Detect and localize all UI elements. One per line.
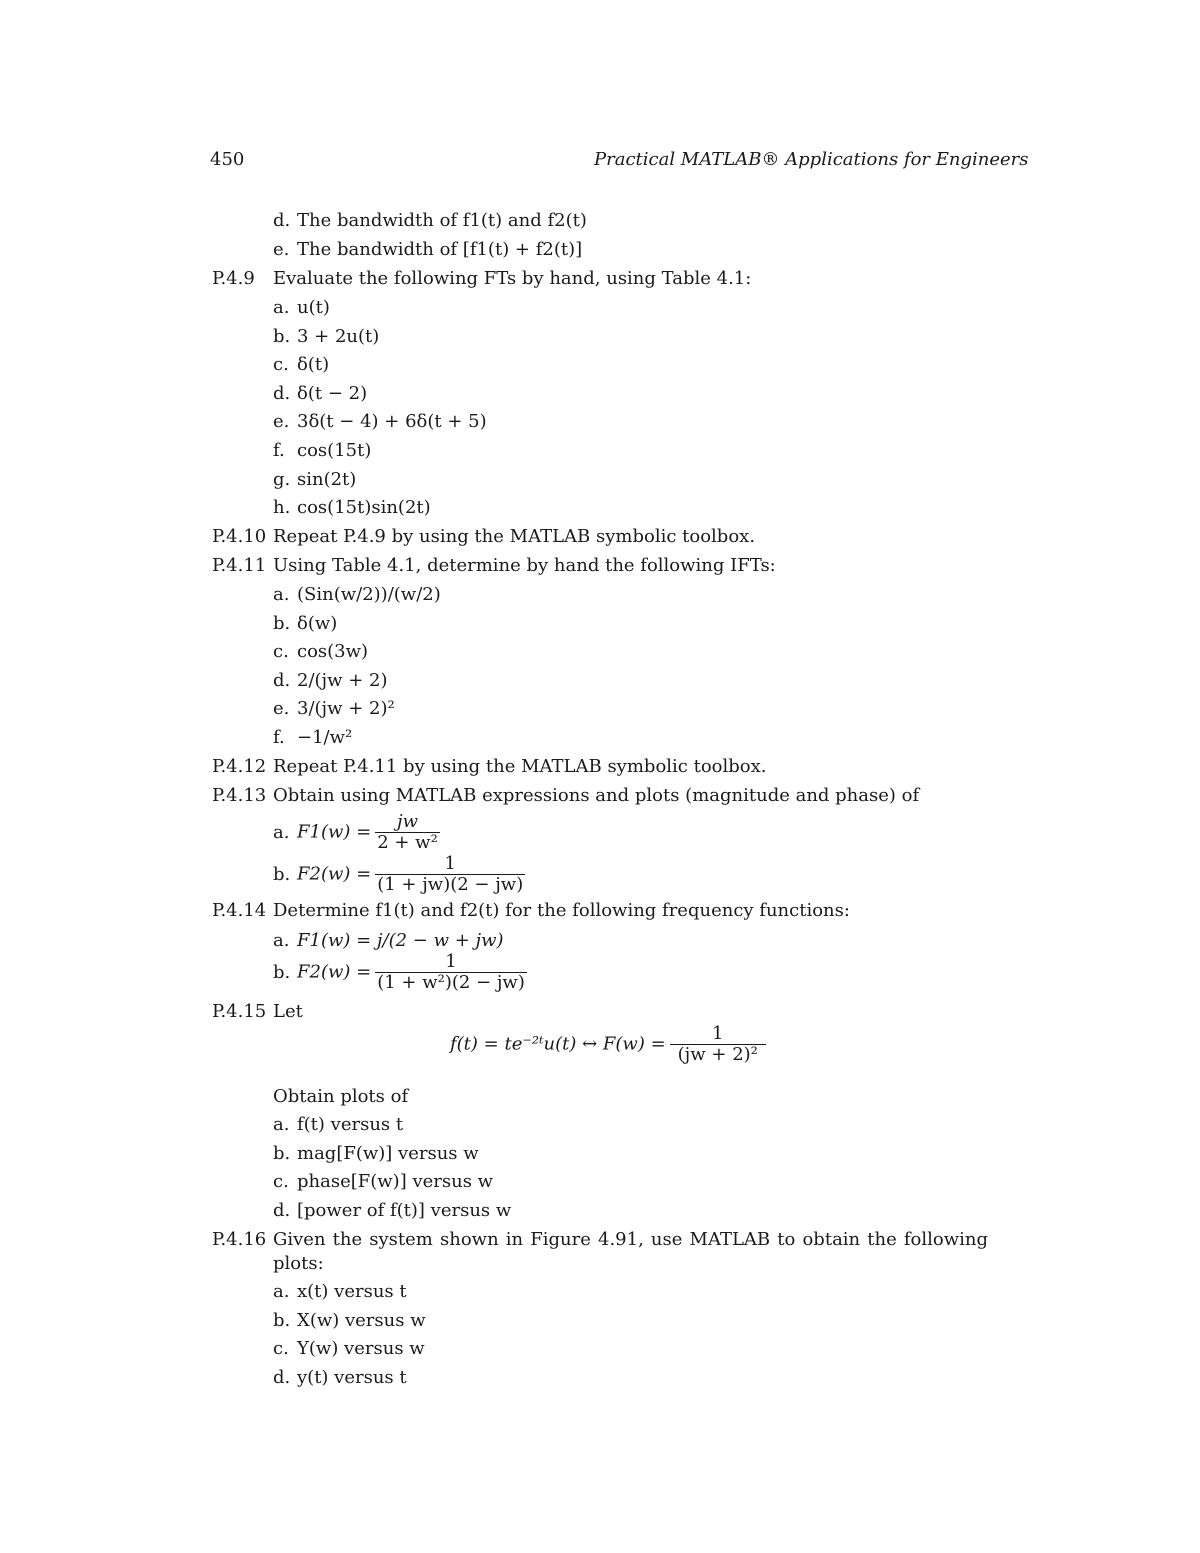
problem-text: Determine f1(t) and f2(t) for the following frequency functions: bbox=[273, 900, 850, 921]
item-label: b. bbox=[273, 863, 291, 885]
fraction bbox=[375, 854, 525, 895]
problem-text: Repeat P.4.11 by using the MATLAB symbolic toolbox. bbox=[273, 756, 767, 777]
page-number: 450 bbox=[210, 149, 245, 170]
list-item bbox=[273, 383, 367, 405]
item-text: F1(w) = j/(2 − w + jw) bbox=[297, 930, 504, 951]
item-text: [power of f(t)] versus w bbox=[297, 1199, 512, 1221]
list-item bbox=[273, 239, 582, 261]
item-label: a. bbox=[273, 821, 290, 843]
problem-text-continued: plots: bbox=[273, 1253, 324, 1274]
item-label: c. bbox=[273, 641, 289, 663]
item-label: h. bbox=[273, 497, 291, 519]
item-text: 2/(jw + 2) bbox=[297, 669, 388, 691]
item-text: δ(t) bbox=[297, 354, 330, 376]
item-text: cos(15t) bbox=[297, 440, 372, 461]
item-label: e. bbox=[273, 239, 290, 260]
item-text: 3/(jw + 2)² bbox=[297, 698, 395, 720]
item-text: phase[F(w)] versus w bbox=[297, 1171, 494, 1193]
list-item bbox=[273, 1114, 403, 1136]
problem-text: Using Table 4.1, determine by hand the following IFTs: bbox=[273, 555, 776, 576]
item-label: d. bbox=[273, 1366, 291, 1388]
item-text: f(t) versus t bbox=[297, 1114, 404, 1135]
problem-text: Obtain using MATLAB expressions and plots (magnitude and phase) of bbox=[273, 785, 920, 806]
running-head: Practical MATLAB® Applications for Engineers bbox=[594, 149, 1029, 170]
item-label: b. bbox=[273, 961, 291, 983]
item-label: d. bbox=[273, 210, 291, 231]
item-label: d. bbox=[273, 1199, 291, 1221]
problem-number: P.4.11 bbox=[212, 555, 267, 576]
problem-number: P.4.16 bbox=[212, 1229, 267, 1250]
list-item bbox=[273, 930, 504, 952]
item-label: a. bbox=[273, 930, 290, 951]
item-text: 3δ(t − 4) + 6δ(t + 5) bbox=[297, 411, 487, 433]
list-item bbox=[273, 670, 388, 692]
item-text: −1/w² bbox=[297, 727, 353, 748]
problem-number: P.4.10 bbox=[212, 526, 267, 547]
fraction-denominator: (jw + 2)² bbox=[670, 1044, 766, 1065]
fraction-denominator: 2 + w² bbox=[377, 832, 438, 853]
list-item bbox=[273, 210, 587, 232]
item-text: cos(3w) bbox=[297, 641, 369, 663]
item-text: y(t) versus t bbox=[297, 1366, 407, 1388]
problem-number: P.4.13 bbox=[212, 785, 267, 806]
item-label: b. bbox=[273, 1142, 291, 1164]
item-label: b. bbox=[273, 612, 291, 634]
item-label: a. bbox=[273, 297, 290, 318]
equation-lhs: F2(w) = bbox=[297, 863, 372, 885]
item-label: d. bbox=[273, 382, 291, 404]
fraction-numerator: 1 bbox=[445, 951, 457, 972]
list-item bbox=[273, 698, 395, 720]
item-text: cos(15t)sin(2t) bbox=[297, 497, 431, 519]
fraction-numerator: 1 bbox=[712, 1023, 724, 1044]
item-text: x(t) versus t bbox=[297, 1281, 407, 1302]
item-text: The bandwidth of f1(t) and f2(t) bbox=[297, 210, 587, 231]
item-text: X(w) versus w bbox=[297, 1309, 426, 1331]
fraction bbox=[670, 1024, 766, 1065]
item-text: sin(2t) bbox=[297, 468, 357, 490]
fraction bbox=[375, 812, 440, 853]
list-item bbox=[273, 297, 330, 319]
list-item bbox=[273, 1367, 407, 1389]
list-item bbox=[273, 497, 431, 519]
item-text: Y(w) versus w bbox=[297, 1338, 425, 1360]
equation-item bbox=[273, 952, 527, 993]
list-item bbox=[273, 727, 352, 749]
item-label: b. bbox=[273, 325, 291, 347]
problem-text: Evaluate the following FTs by hand, using Table 4.1: bbox=[273, 268, 752, 289]
item-text: δ(w) bbox=[297, 612, 338, 634]
list-item bbox=[273, 613, 337, 635]
item-label: a. bbox=[273, 584, 290, 605]
list-item bbox=[273, 1281, 407, 1303]
item-label: a. bbox=[273, 1114, 290, 1135]
problem-text: Let bbox=[273, 1001, 303, 1022]
item-label: f. bbox=[273, 440, 285, 461]
list-item bbox=[273, 411, 487, 433]
list-item bbox=[273, 1200, 511, 1222]
fraction-denominator: (1 + w²)(2 − jw) bbox=[377, 972, 525, 993]
item-label: c. bbox=[273, 1338, 289, 1360]
item-text: u(t) bbox=[297, 297, 330, 318]
list-item bbox=[273, 584, 441, 606]
list-item bbox=[273, 326, 379, 348]
problem-number: P.4.9 bbox=[212, 268, 255, 289]
equation-lhs: F2(w) = bbox=[297, 961, 372, 983]
display-equation bbox=[450, 1024, 766, 1065]
problem-text: Given the system shown in Figure 4.91, use MATLAB to obtain the following bbox=[273, 1229, 988, 1250]
item-label: e. bbox=[273, 698, 290, 720]
problem-text: Repeat P.4.9 by using the MATLAB symbolic toolbox. bbox=[273, 526, 756, 547]
item-text: 3 + 2u(t) bbox=[297, 325, 380, 347]
item-label: g. bbox=[273, 468, 291, 490]
list-item bbox=[273, 1338, 425, 1360]
list-item bbox=[273, 354, 329, 376]
problem-number: P.4.12 bbox=[212, 756, 267, 777]
list-item bbox=[273, 469, 356, 491]
fraction-numerator: 1 bbox=[444, 853, 456, 874]
item-label: e. bbox=[273, 411, 290, 433]
problem-number: P.4.14 bbox=[212, 900, 267, 921]
list-item bbox=[273, 440, 371, 462]
item-label: a. bbox=[273, 1281, 290, 1302]
paragraph-text: Obtain plots of bbox=[273, 1086, 409, 1107]
fraction-numerator: jw bbox=[397, 811, 418, 832]
item-text: δ(t − 2) bbox=[297, 382, 368, 404]
fraction bbox=[375, 952, 527, 993]
list-item bbox=[273, 1171, 493, 1193]
item-text: (Sin(w/2))/(w/2) bbox=[297, 584, 441, 605]
list-item bbox=[273, 1143, 479, 1165]
item-label: f. bbox=[273, 727, 285, 748]
item-text: The bandwidth of [f1(t) + f2(t)] bbox=[297, 239, 583, 260]
problem-number: P.4.15 bbox=[212, 1001, 267, 1022]
equation-lhs: f(t) = te⁻²ᵗu(t) ↔ F(w) = bbox=[450, 1033, 666, 1055]
item-label: c. bbox=[273, 1171, 289, 1193]
equation-item bbox=[273, 854, 525, 895]
equation-lhs: F1(w) = bbox=[297, 821, 372, 843]
item-text: mag[F(w)] versus w bbox=[297, 1142, 479, 1164]
list-item bbox=[273, 641, 368, 663]
equation-item bbox=[273, 812, 440, 853]
item-label: c. bbox=[273, 354, 289, 376]
list-item bbox=[273, 1310, 426, 1332]
item-label: b. bbox=[273, 1309, 291, 1331]
fraction-denominator: (1 + jw)(2 − jw) bbox=[377, 874, 524, 895]
item-label: d. bbox=[273, 669, 291, 691]
